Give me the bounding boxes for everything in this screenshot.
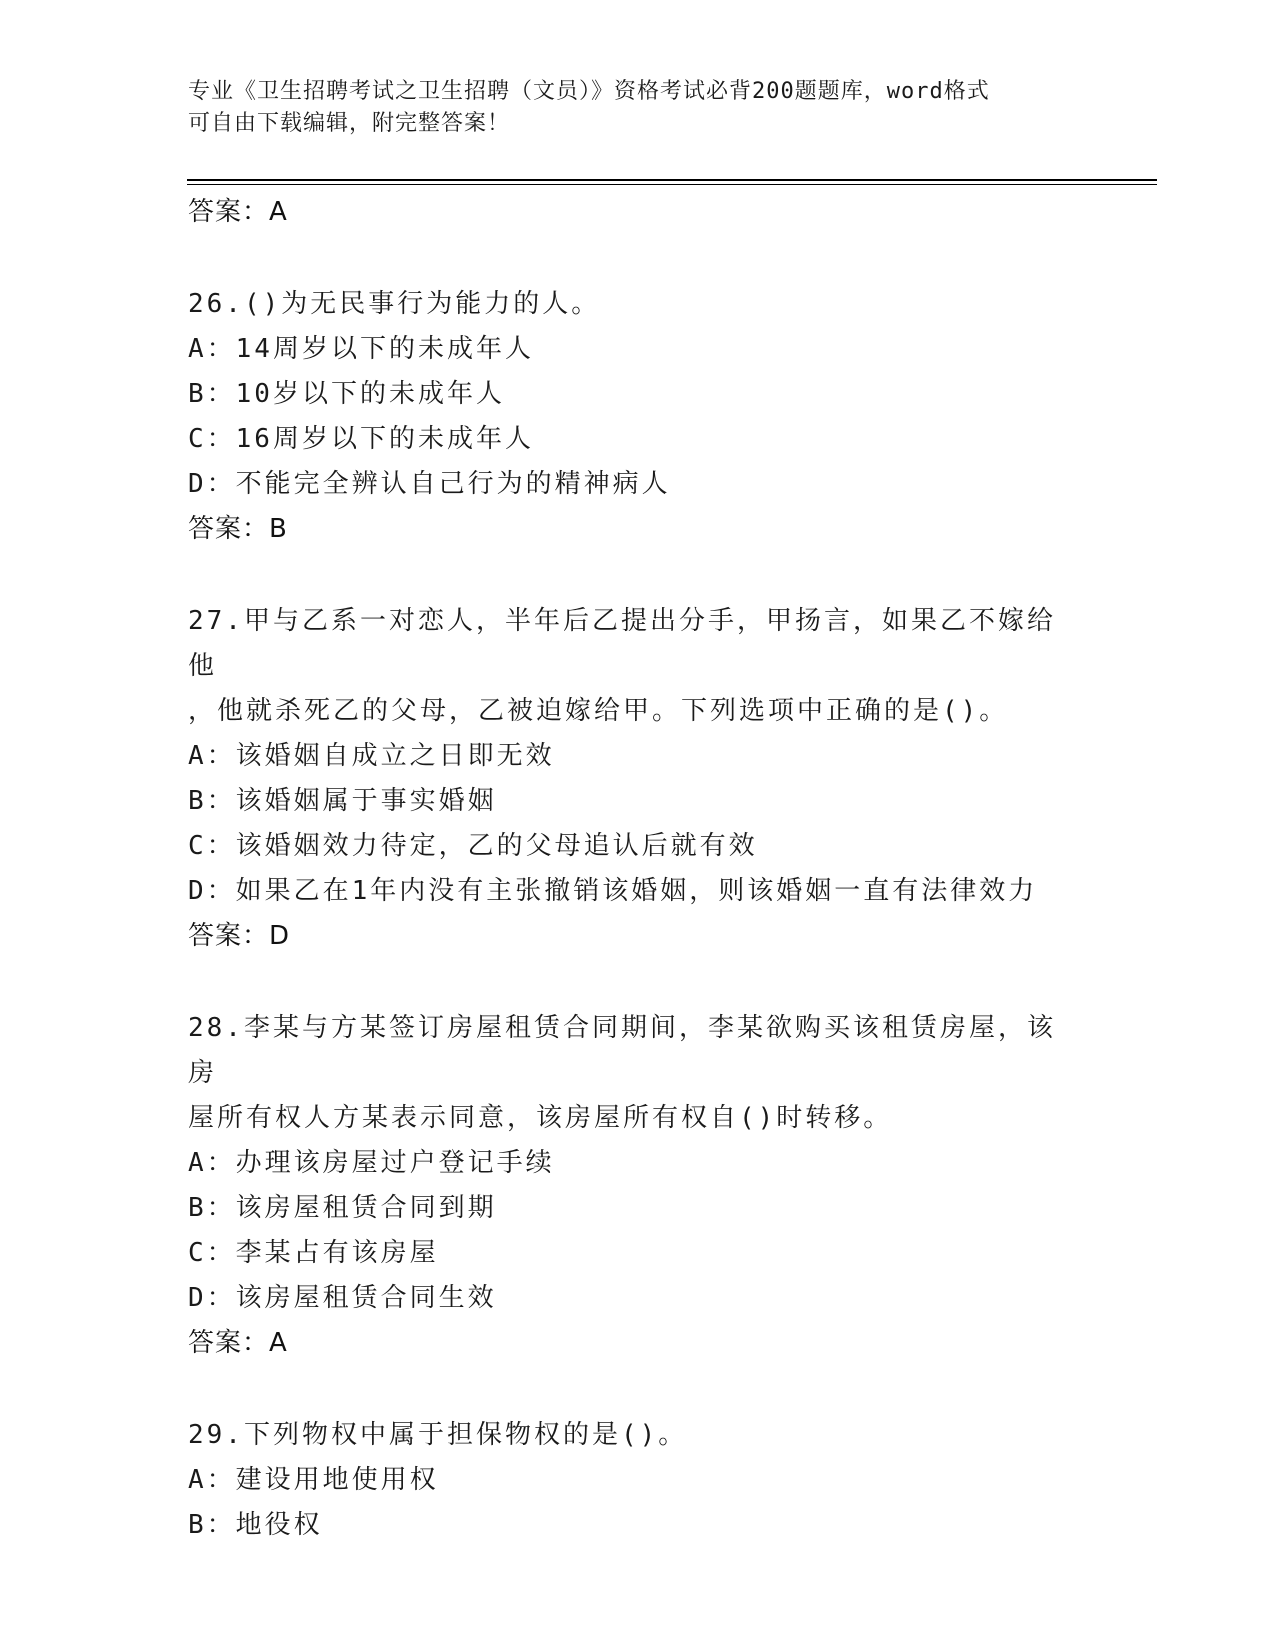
header-line-1: 专业《卫生招聘考试之卫生招聘（文员）》资格考试必背200题题库，word格式: [188, 79, 990, 104]
question-stem-line-2: ，他就杀死乙的父母，乙被迫嫁给甲。下列选项中正确的是()。: [188, 696, 1009, 726]
question-stem-line-2: 屋所有权人方某表示同意，该房屋所有权自()时转移。: [188, 1103, 893, 1133]
option-d: D：不能完全辨认自己行为的精神病人: [188, 469, 671, 499]
option-b: B：该婚姻属于事实婚姻: [188, 786, 497, 816]
question-stem: 29.下列物权中属于担保物权的是()。: [188, 1420, 688, 1450]
header-line-2: 可自由下载编辑，附完整答案！: [188, 111, 511, 136]
option-b: B：地役权: [188, 1510, 323, 1540]
question-answer: 答案：B: [188, 514, 288, 544]
question-26: [188, 282, 1078, 551]
document-header: [188, 76, 1068, 140]
question-stem-line-1: 27.甲与乙系一对恋人，半年后乙提出分手，甲扬言，如果乙不嫁给他: [188, 606, 1056, 681]
option-a: A：该婚姻自成立之日即无效: [188, 741, 555, 771]
answer-prev: 答案：A: [188, 197, 288, 227]
option-d: D：如果乙在1年内没有主张撤销该婚姻，则该婚姻一直有法律效力: [188, 876, 1038, 906]
question-stem-line-1: 28.李某与方某签订房屋租赁合同期间，李某欲购买该租赁房屋，该房: [188, 1013, 1056, 1088]
spacer: [188, 958, 1078, 1006]
option-a: A：建设用地使用权: [188, 1465, 439, 1495]
header-divider-thin: [187, 184, 1157, 185]
spacer: [188, 234, 1078, 282]
option-c: C：16周岁以下的未成年人: [188, 424, 534, 454]
option-c: C：该婚姻效力待定，乙的父母追认后就有效: [188, 831, 758, 861]
option-b: B：该房屋租赁合同到期: [188, 1193, 497, 1223]
question-27: [188, 599, 1078, 958]
question-29: [188, 1413, 1078, 1548]
option-d: D：该房屋租赁合同生效: [188, 1283, 497, 1313]
header-divider-thick: [187, 179, 1157, 181]
spacer: [188, 1365, 1078, 1413]
option-a: A：办理该房屋过户登记手续: [188, 1148, 555, 1178]
question-answer: 答案：A: [188, 1328, 288, 1358]
question-list: [188, 190, 1078, 1548]
question-28: [188, 1006, 1078, 1365]
question-answer: 答案：D: [188, 921, 291, 951]
question-stem: 26.()为无民事行为能力的人。: [188, 289, 601, 319]
option-a: A：14周岁以下的未成年人: [188, 334, 534, 364]
spacer: [188, 551, 1078, 599]
option-c: C：李某占有该房屋: [188, 1238, 439, 1268]
option-b: B：10岁以下的未成年人: [188, 379, 505, 409]
